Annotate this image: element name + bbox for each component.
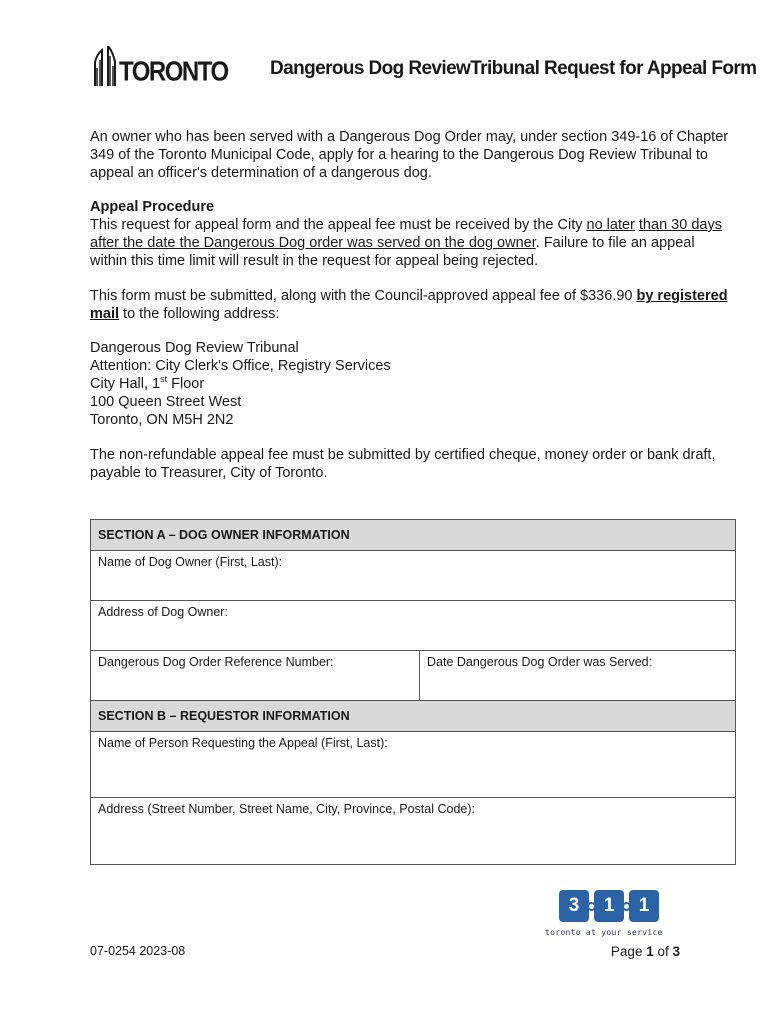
registered-mail-emphasis: by registered mail — [90, 288, 728, 322]
mailing-address: Dangerous Dog Review Tribunal Attention: City Clerk's Office, Registry Services City Hall, 1st Floor 100 Queen Street West Toronto, ON M5H 2N2 — [90, 340, 391, 428]
order-details-row — [91, 651, 735, 701]
procedure-heading: Appeal Procedure — [90, 199, 215, 215]
requestor-name-field[interactable]: Name of Person Requesting the Appeal (First, Last): — [91, 732, 735, 798]
appeal-procedure — [90, 198, 730, 270]
requestor-address-field[interactable]: Address (Street Number, Street Name, City, Province, Postal Code): — [98, 802, 475, 816]
owner-name-field[interactable]: Name of Dog Owner (First, Last): — [91, 551, 735, 601]
intro-paragraph: An owner who has been served with a Dangerous Dog Order may, under section 349-16 of Chapter 349 of the Toronto Municipal Code, apply for a hearing to the Dangerous Dog Review Tribunal to appeal an officer's determination of a dangerous dog. — [90, 129, 729, 181]
order-reference-field[interactable]: Dangerous Dog Order Reference Number: — [98, 655, 334, 669]
311-logo — [559, 890, 673, 922]
form-title: Dangerous Dog ReviewTribunal Request for Appeal Form — [270, 58, 757, 79]
dot-icon — [622, 902, 631, 911]
form-number: 07-0254 2023-08 — [90, 944, 186, 958]
311-tagline: toronto at your service — [545, 928, 663, 937]
owner-address-field[interactable]: Address of Dog Owner: — [91, 601, 735, 651]
submission-paragraph: This form must be submitted, along with the Council-approved appeal fee of $336.90 by registered mail to the following address: — [90, 288, 728, 322]
logo-wordmark: TORONTO — [119, 56, 228, 88]
311-badge — [545, 890, 673, 937]
appeal-form-table — [90, 519, 736, 865]
city-hall-icon — [94, 46, 116, 86]
digit-1b: 1 — [629, 890, 659, 922]
fee-note: The non-refundable appeal fee must be submitted by certified cheque, money order or bank draft, payable to Treasurer, City of Toronto. — [90, 447, 716, 481]
section-a-header: SECTION A – DOG OWNER INFORMATION — [91, 520, 735, 551]
digit-1: 1 — [594, 890, 624, 922]
page-indicator: Page 1 of 3 — [610, 944, 680, 959]
toronto-logo — [94, 46, 228, 86]
date-served-field[interactable]: Date Dangerous Dog Order was Served: — [419, 651, 735, 700]
procedure-paragraph: This request for appeal form and the appeal fee must be received by the City no later than 30 days after the date the Dangerous Dog order was served on the dog owner. Failure to file an appeal within this time limit will result in the request for appeal being rejected. — [90, 217, 722, 269]
digit-3: 3 — [559, 890, 589, 922]
section-b-header: SECTION B – REQUESTOR INFORMATION — [91, 701, 735, 732]
dot-icon — [587, 902, 596, 911]
